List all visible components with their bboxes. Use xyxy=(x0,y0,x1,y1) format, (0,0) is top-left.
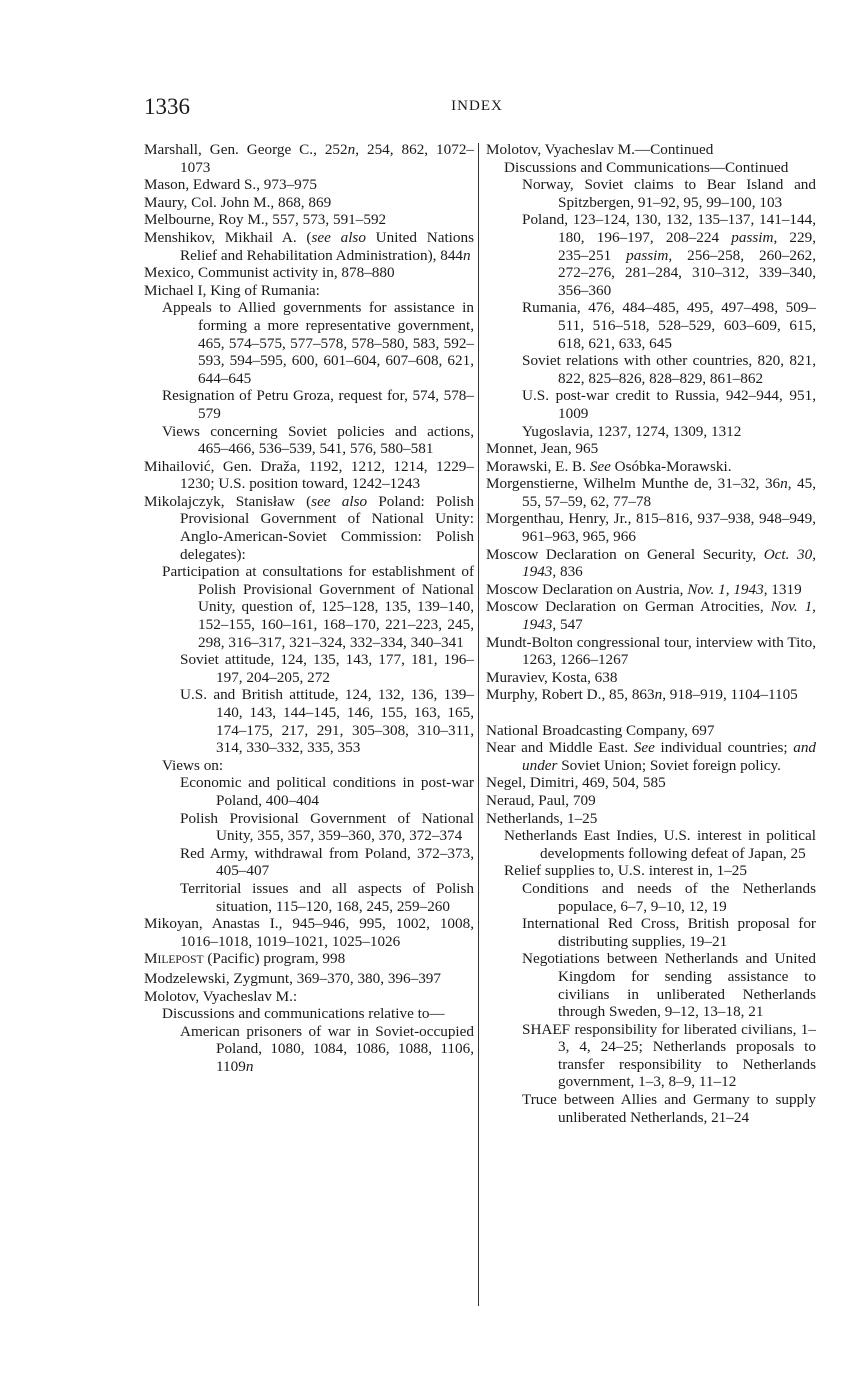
section-gap xyxy=(486,704,816,722)
index-entry: Neraud, Paul, 709 xyxy=(486,791,596,809)
index-entry: Molotov, Vyacheslav M.—Continued xyxy=(486,141,714,158)
index-entry: Maury, Col. John M., 868, 869 xyxy=(144,193,332,211)
index-entry: Muraviev, Kosta, 638 xyxy=(486,668,618,686)
index-subentry: Norway, Soviet claims to Bear Island and Spitzbergen, 91–92, 95, 99–100, 103 xyxy=(522,176,816,211)
index-entry: Murphy, Robert D., 85, 863n, 918–919, 1104–1105 xyxy=(486,686,798,704)
index-entry: Mikolajczyk, Stanisław (see also Poland: Polish Provisional Government of National Unity: Anglo-American-Soviet Commission: Polish delegates): xyxy=(144,492,474,563)
index-subentry: American prisoners of war in Soviet-occupied Poland, 1080, 1084, 1086, 1088, 1106, 1109n xyxy=(180,1022,474,1075)
index-subentry: Poland, 123–124, 130, 132, 135–137, 141–144, 180, 196–197, 208–224 passim, 229, 235–251 passim, 256–258, 260–262, 272–276, 281–284, 310–312, 339–340, 356–360 xyxy=(522,211,817,299)
index-subentry: Participation at consultations for establishment of Polish Provisional Government of National Unity, question of, 125–128, 135, 139–140, 152–155, 160–161, 168–170, 221–223, 245, 298, 316–317, 321–324, 332–334, 340–341 xyxy=(162,563,474,651)
index-entry: Negel, Dimitri, 469, 504, 585 xyxy=(486,774,666,792)
index-entry: Mason, Edward S., 973–975 xyxy=(144,176,317,194)
index-subentry: Negotiations between Netherlands and United Kingdom for sending assistance to civilians in unliberated Netherlands through Sweden, 9–12, 13–18, 21 xyxy=(522,950,816,1021)
index-entry: Mexico, Communist activity in, 878–880 xyxy=(144,264,395,282)
index-subentry: Economic and political conditions in post-war Poland, 400–404 xyxy=(180,774,474,809)
index-subentry: Territorial issues and all aspects of Polish situation, 115–120, 168, 245, 259–260 xyxy=(180,879,474,915)
index-entry: Moscow Declaration on Austria, Nov. 1, 1943, 1319 xyxy=(486,580,802,598)
index-entry: Molotov, Vyacheslav M.: xyxy=(144,987,298,1005)
index-entry: Moscow Declaration on German Atrocities, Nov. 1, 1943, 547 xyxy=(486,598,816,634)
index-entry: Morawski, E. B. See Osóbka-Morawski. xyxy=(486,457,732,475)
index-subentry: International Red Cross, British proposal for distributing supplies, 19–21 xyxy=(522,915,816,950)
index-subentry: Polish Provisional Government of National Unity, 355, 357, 359–360, 370, 372–374 xyxy=(180,809,474,845)
index-subentry: Soviet attitude, 124, 135, 143, 177, 181, 196–197, 204–205, 272 xyxy=(180,651,474,686)
column-divider xyxy=(478,143,479,1306)
index-subentry: Discussions and Communications—Continued xyxy=(504,158,789,176)
index-entry: Morgenstierne, Wilhelm Munthe de, 31–32, 36n, 45, 55, 57–59, 62, 77–78 xyxy=(486,475,817,510)
index-subentry: Rumania, 476, 484–485, 495, 497–498, 509–511, 516–518, 528–529, 603–609, 615, 618, 621, 633, 645 xyxy=(522,299,816,352)
index-entry: Mikoyan, Anastas I., 945–946, 995, 1002, 1008, 1016–1018, 1019–1021, 1025–1026 xyxy=(144,915,474,950)
index-subentry: Views concerning Soviet policies and actions, 465–466, 536–539, 541, 576, 580–581 xyxy=(162,422,474,458)
index-entry: Melbourne, Roy M., 557, 573, 591–592 xyxy=(144,211,387,229)
page-number: 1336 xyxy=(144,94,190,119)
index-entry: Mundt-Bolton congressional tour, interview with Tito, 1263, 1266–1267 xyxy=(486,633,816,669)
index-subentry: Truce between Allies and Germany to supply unliberated Netherlands, 21–24 xyxy=(522,1091,816,1126)
index-entry: National Broadcasting Company, 697 xyxy=(486,721,715,739)
index-subentry: Conditions and needs of the Netherlands populace, 6–7, 9–10, 12, 19 xyxy=(522,879,816,915)
index-subentry: Views on: xyxy=(162,756,224,774)
index-subentry: Netherlands East Indies, U.S. interest in political developments following defeat of Japan, 25 xyxy=(504,827,816,862)
index-entry: Michael I, King of Rumania: xyxy=(144,281,320,299)
index-entry: Morgenthau, Henry, Jr., 815–816, 937–938, 948–949, 961–963, 965, 966 xyxy=(486,510,816,546)
index-entry: Modzelewski, Zygmunt, 369–370, 380, 396–397 xyxy=(144,969,441,987)
index-column-left xyxy=(144,141,474,1075)
index-column-right xyxy=(486,141,816,1126)
index-entry: Netherlands, 1–25 xyxy=(486,809,598,827)
index-subentry: SHAEF responsibility for liberated civilians, 1–3, 4, 24–25; Netherlands proposals to transfer responsibility to Netherlands government, 1–3, 8–9, 11–12 xyxy=(522,1020,816,1091)
index-entry: Marshall, Gen. George C., 252n, 254, 862, 1072–1073 xyxy=(144,141,474,176)
running-head: INDEX xyxy=(451,98,503,114)
index-subentry: Yugoslavia, 1237, 1274, 1309, 1312 xyxy=(522,422,742,440)
index-subentry: Appeals to Allied governments for assistance in forming a more representative government, 465, 574–575, 577–578, 578–580, 583, 592–593, 594–595, 600, 601–604, 607–608, 621, 644–645 xyxy=(162,299,474,387)
page-header xyxy=(144,94,810,124)
index-subentry: Resignation of Petru Groza, request for, 574, 578–579 xyxy=(162,387,474,422)
index-entry: Moscow Declaration on General Security, Oct. 30, 1943, 836 xyxy=(486,545,816,581)
index-subentry: U.S. post-war credit to Russia, 942–944, 951, 1009 xyxy=(522,387,816,422)
index-entry: Near and Middle East. See individual countries; and under Soviet Union; Soviet foreign policy. xyxy=(486,739,816,774)
index-subentry: U.S. and British attitude, 124, 132, 136, 139–140, 143, 144–145, 146, 155, 163, 165, 174–175, 217, 291, 305–308, 310–311, 314, 330–332, 335, 353 xyxy=(180,686,474,757)
index-subentry: Soviet relations with other countries, 820, 821, 822, 825–826, 828–829, 861–862 xyxy=(522,352,816,387)
index-subentry: Red Army, withdrawal from Poland, 372–373, 405–407 xyxy=(180,844,474,880)
index-entry: MILEPOST (Pacific) program, 998 xyxy=(144,950,346,968)
index-subentry: Discussions and communications relative to— xyxy=(162,1005,445,1023)
index-entry: Menshikov, Mikhail A. (see also United Nations Relief and Rehabilitation Administration), 844n xyxy=(144,228,474,264)
index-entry: Monnet, Jean, 965 xyxy=(486,440,599,458)
index-subentry: Relief supplies to, U.S. interest in, 1–25 xyxy=(504,862,747,880)
index-entry: Mihailović, Gen. Draža, 1192, 1212, 1214, 1229–1230; U.S. position toward, 1242–1243 xyxy=(144,457,474,493)
